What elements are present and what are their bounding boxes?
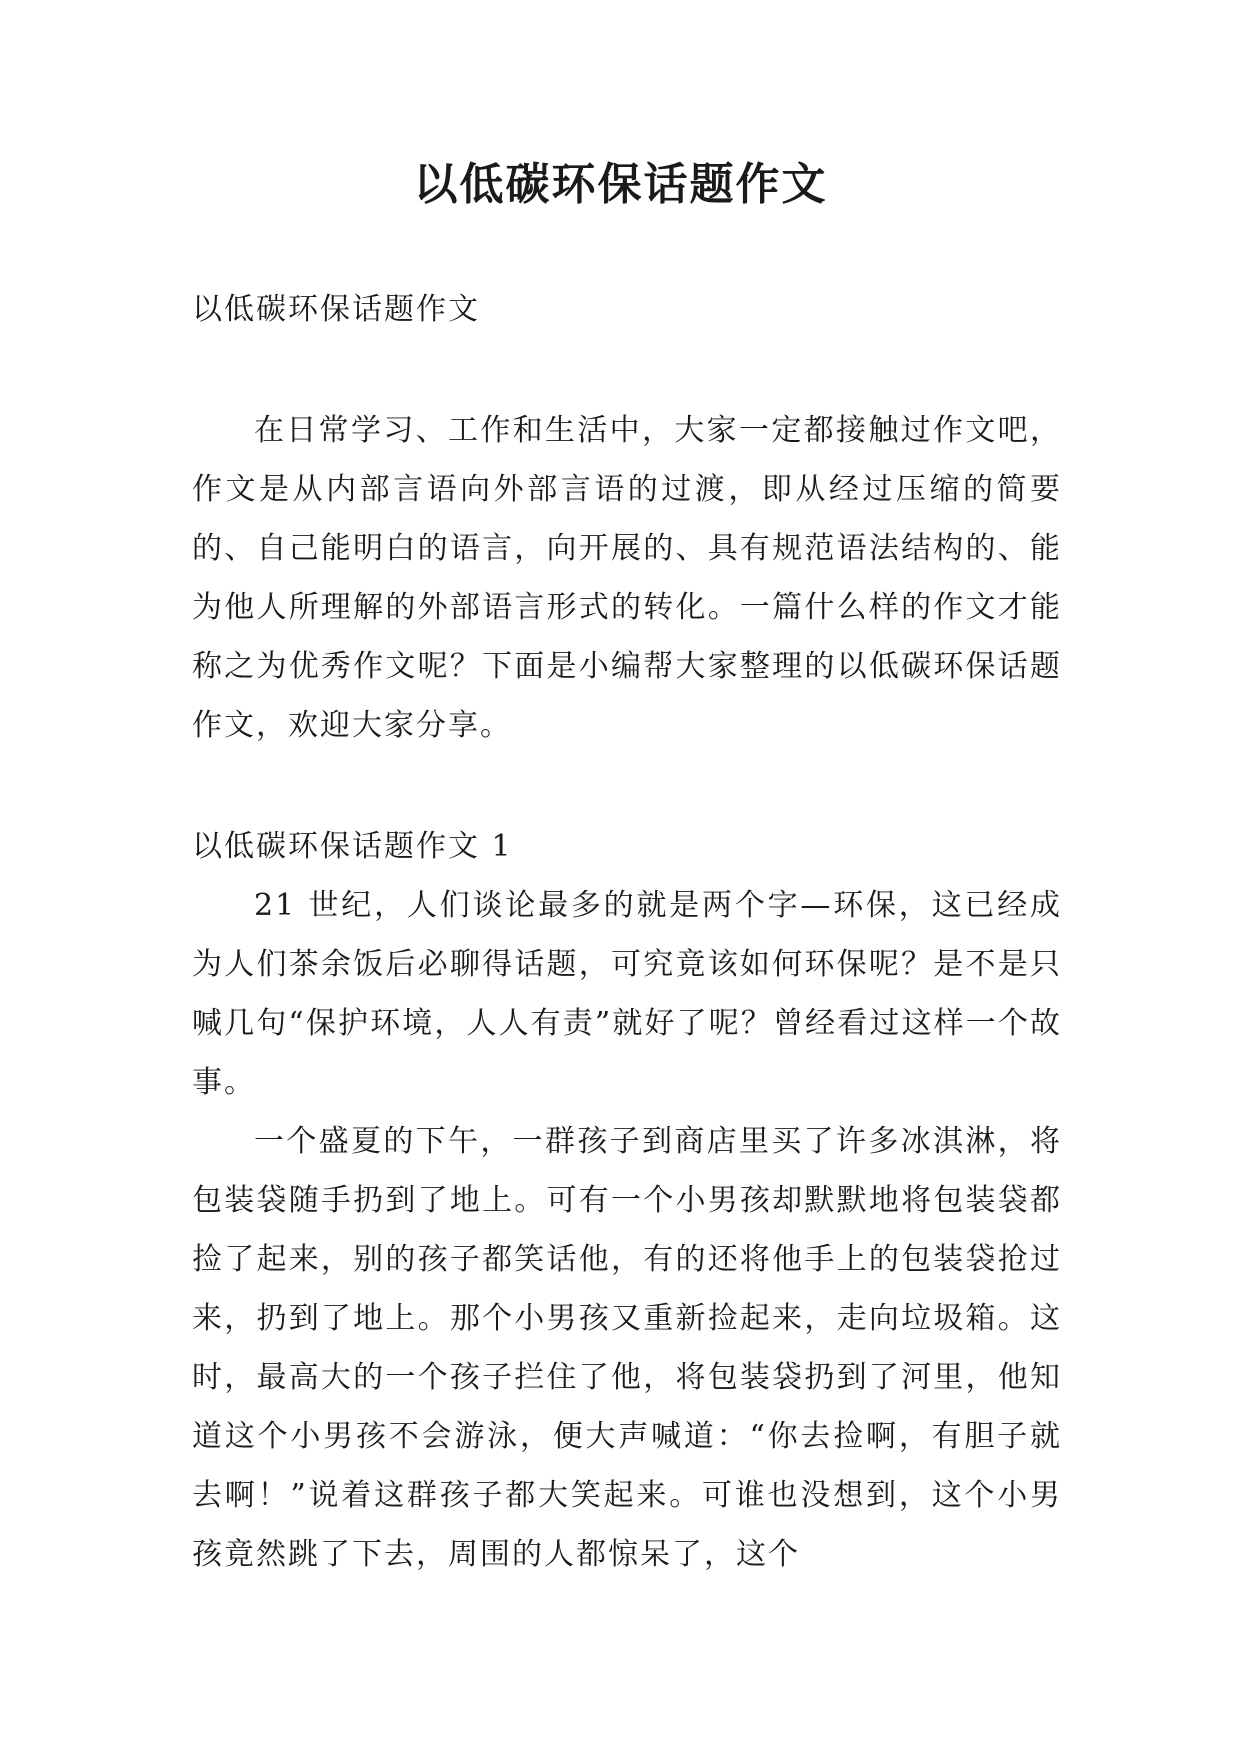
spacer [192,339,1062,401]
body-paragraph: 一个盛夏的下午，一群孩子到商店里买了许多冰淇淋，将包装袋随手扔到了地上。可有一个小男孩却默默地将包装袋都捡了起来，别的孩子都笑话他，有的还将他手上的包装袋抢过来，扔到了地上。那个小男孩又重新捡起来，走向垃圾箱。这时，最高大的一个孩子拦住了他，将包装袋扔到了河里，他知道这个小男孩不会游泳，便大声喊道：“你去捡啊，有胆子就去啊！”说着这群孩子都大笑起来。可谁也没想到，这个小男孩竟然跳了下去，周围的人都惊呆了，这个 [192,1124,1062,1572]
body-paragraph: 21 世纪，人们谈论最多的就是两个字—环保，这已经成为人们茶余饭后必聊得话题，可究竟该如何环保呢？是不是只喊几句“保护环境，人人有责”就好了呢？曾经看过这样一个故事。 [192,888,1062,1100]
document-title: 以低碳环保话题作文 [413,159,828,210]
spacer [192,755,1062,817]
document-subtitle: 以低碳环保话题作文 [192,292,480,327]
document-body [192,280,1062,1584]
section-heading: 以低碳环保话题作文 1 [192,829,513,864]
intro-paragraph: 在日常学习、工作和生活中，大家一定都接触过作文吧，作文是从内部言语向外部言语的过渡，即从经过压缩的简要的、自己能明白的语言，向开展的、具有规范语法结构的、能为他人所理解的外部语言形式的转化。一篇什么样的作文才能称之为优秀作文呢？下面是小编帮大家整理的以低碳环保话题作文，欢迎大家分享。 [192,413,1062,743]
